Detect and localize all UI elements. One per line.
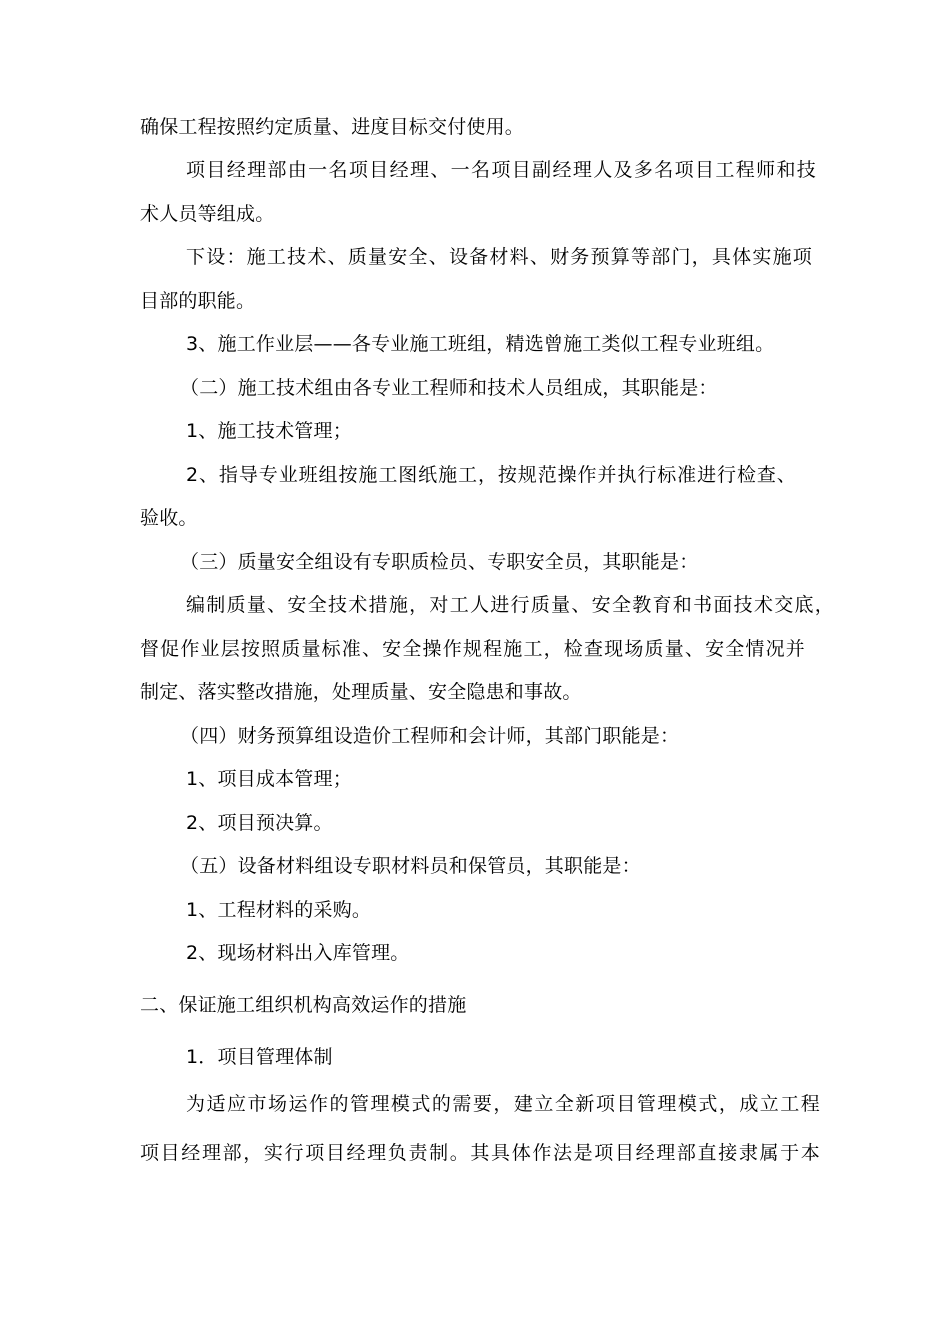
text-line: 编制质量、安全技术措施，对工人进行质量、安全教育和书面技术交底， [186, 594, 834, 616]
text-line: 术人员等组成。 [140, 203, 275, 225]
text-line: （三）质量安全组设有专职质检员、专职安全员，其职能是： [180, 551, 699, 573]
text-line: 项目经理部由一名项目经理、一名项目副经理人及多名项目工程师和技 [186, 159, 816, 181]
text-line: 目部的职能。 [140, 290, 256, 312]
text-line: 1、项目成本管理； [186, 768, 352, 790]
text-line: 验收。 [140, 507, 198, 529]
text-line: 下设：施工技术、质量安全、设备材料、财务预算等部门，具体实施项 [186, 246, 812, 268]
text-line: 2、项目预决算。 [186, 812, 333, 834]
text-line: （四）财务预算组设造价工程师和会计师，其部门职能是： [180, 725, 680, 747]
text-line: 1、工程材料的采购。 [186, 899, 372, 921]
text-line: 确保工程按照约定质量、进度目标交付使用。 [140, 116, 525, 138]
text-line: 项目经理部，实行项目经理负责制。其具体作法是项目经理部直接隶属于本 [140, 1142, 820, 1164]
section-heading: 二、保证施工组织机构高效运作的措施 [140, 994, 467, 1016]
text-line: （五）设备材料组设专职材料员和保管员，其职能是： [180, 855, 641, 877]
text-line: 制定、落实整改措施，处理质量、安全隐患和事故。 [140, 681, 582, 703]
text-line: 2、现场材料出入库管理。 [186, 942, 410, 964]
subsection-heading: 1．项目管理体制 [186, 1046, 333, 1068]
text-line: 为适应市场运作的管理模式的需要，建立全新项目管理模式，成立工程 [186, 1093, 820, 1115]
text-line: 督促作业层按照质量标准、安全操作规程施工，检查现场质量、安全情况并 [140, 638, 805, 660]
text-line: （二）施工技术组由各专业工程师和技术人员组成，其职能是： [180, 377, 718, 399]
text-line: 3、施工作业层——各专业施工班组，精选曾施工类似工程专业班组。 [186, 333, 775, 355]
text-line: 1、施工技术管理； [186, 420, 352, 442]
text-line: 2、指导专业班组按施工图纸施工，按规范操作并执行标准进行检查、 [186, 464, 796, 486]
